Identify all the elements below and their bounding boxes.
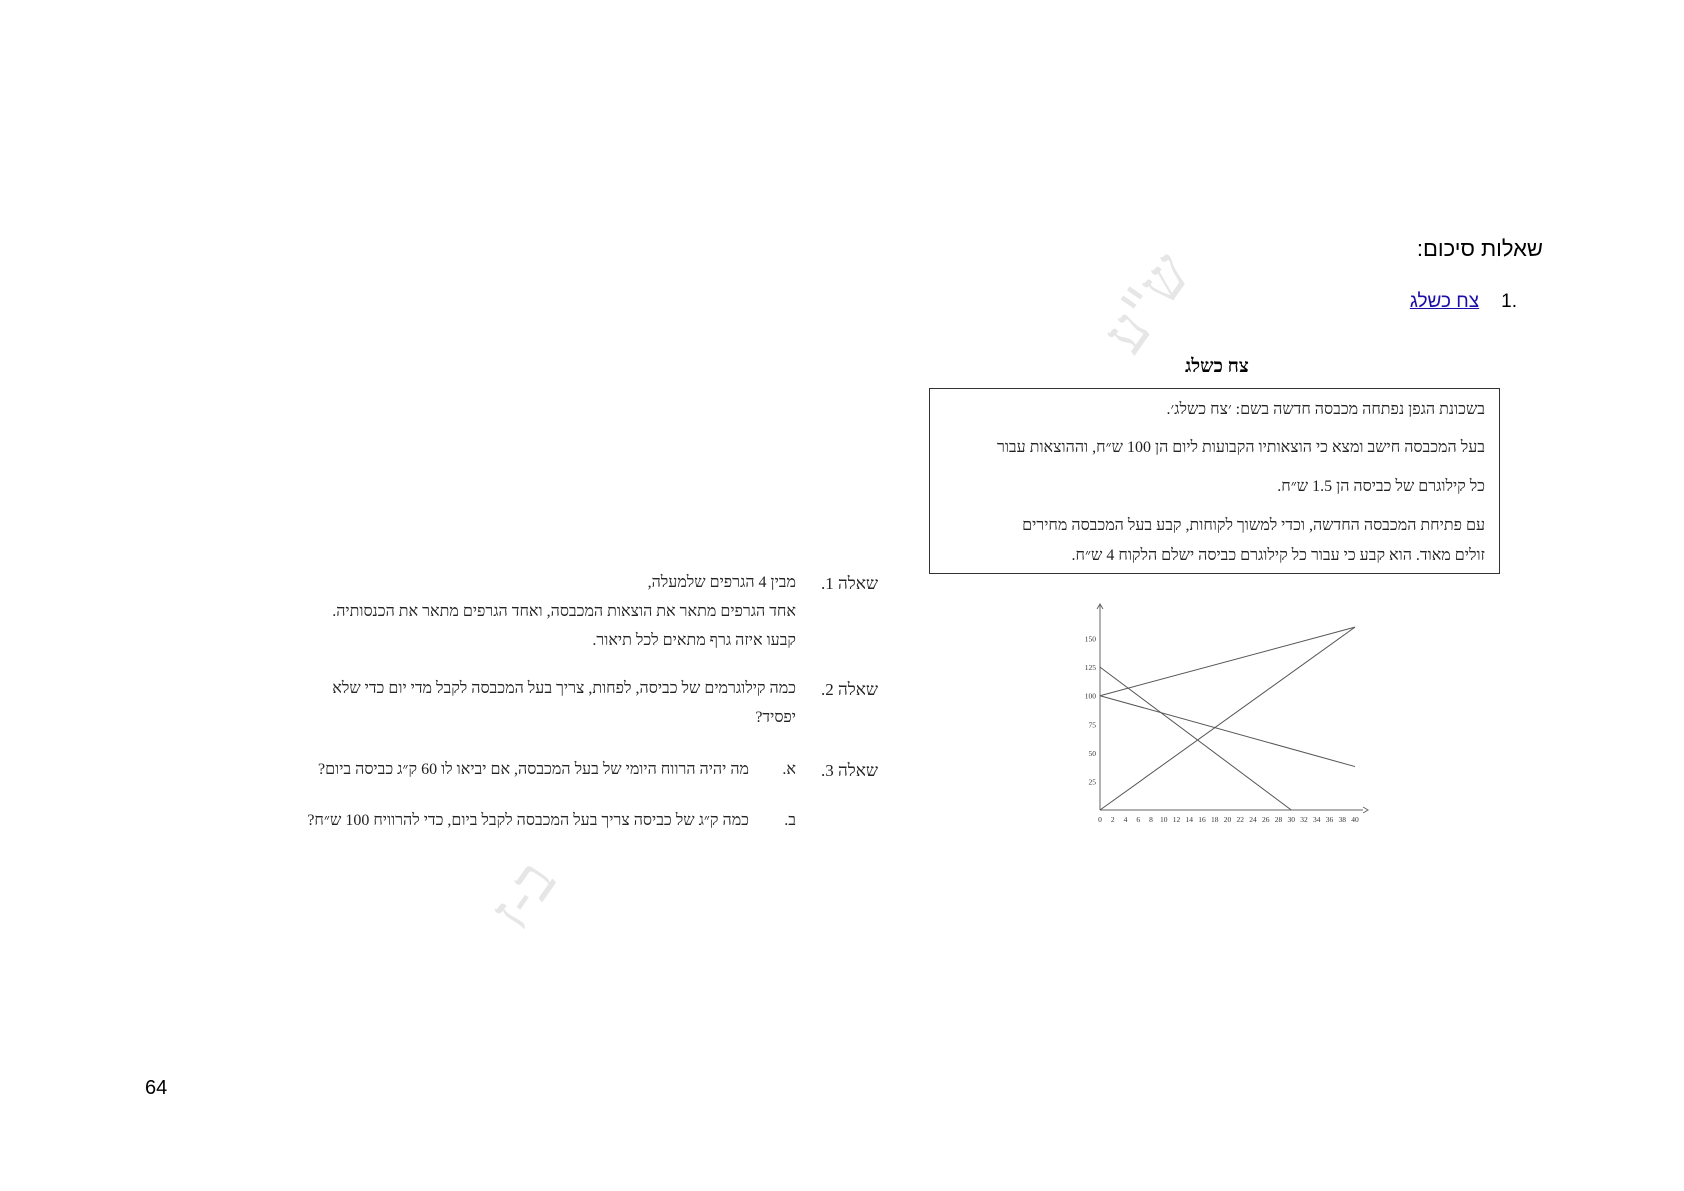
item-link[interactable]: צח כשלג (1409, 291, 1480, 312)
story-line: בשכונת הגפן נפתחה מכבסה חדשה בשם: ׳צח כשלג׳. (1166, 401, 1485, 418)
x-tick-label: 34 (1313, 815, 1321, 824)
x-tick-label: 10 (1160, 815, 1168, 824)
question-3a-label: א. (782, 761, 796, 778)
x-tick-label: 16 (1198, 815, 1206, 824)
x-tick-label: 36 (1325, 815, 1334, 824)
y-tick-label: 125 (1084, 663, 1096, 673)
story-box (929, 388, 1500, 574)
box-title: צח כשלג (1185, 356, 1249, 377)
watermark: ש"ע (1088, 240, 1206, 366)
x-axis-arrow (1363, 807, 1368, 813)
question-2-line: יפסיד? (755, 709, 796, 726)
x-tick-label: 32 (1300, 815, 1308, 824)
question-3a-text: מה יהיה הרווח היומי של בעל המכבסה, אם יביאו לו 60 ק״ג כביסה ביום? (318, 761, 749, 778)
question-2-label: שאלה 2. (821, 680, 878, 699)
story-line: בעל המכבסה חישב ומצא כי הוצאותיו הקבועות ליום הן 100 ש״ח, וההוצאות עבור (996, 439, 1485, 456)
x-tick-label: 26 (1262, 815, 1270, 824)
question-1-line: קבעו איזה גרף מתאים לכל תיאור. (592, 632, 796, 649)
x-tick-label: 24 (1249, 815, 1257, 824)
question-1-label: שאלה 1. (821, 574, 878, 593)
x-tick-label: 30 (1287, 815, 1295, 824)
x-tick-label: 40 (1351, 815, 1359, 824)
story-line: כל קילוגרם של כביסה הן 1.5 ש״ח. (1277, 478, 1485, 495)
x-tick-label: 28 (1274, 815, 1283, 824)
question-3b-text: כמה ק״ג של כביסה צריך בעל המכבסה לקבל ביום, כדי להרוויח 100 ש״ח? (307, 812, 749, 829)
section-heading: שאלות סיכום: (1416, 236, 1543, 261)
series-line-4 (1100, 696, 1355, 767)
item-number: .1 (1501, 291, 1517, 312)
y-tick-label: 100 (1084, 691, 1096, 701)
item-1 (1410, 291, 1517, 313)
series-line-3 (1100, 667, 1291, 810)
x-tick-label: 0 (1098, 815, 1102, 824)
story-line: זולים מאוד. הוא קבע כי עבור כל קילוגרם כביסה ישלם הלקוח 4 ש״ח. (1071, 547, 1485, 564)
y-tick-label: 75 (1088, 720, 1096, 730)
x-tick-label: 20 (1223, 815, 1232, 824)
question-3-label: שאלה 3. (821, 761, 878, 780)
question-2-line: כמה קילוגרמים של כביסה, לפחות, צריך בעל המכבסה לקבל מדי יום כדי שלא (332, 680, 796, 697)
question-3b-label: ב. (784, 812, 796, 829)
x-tick-label: 14 (1185, 815, 1193, 824)
story-line: עם פתיחת המכבסה החדשה, וכדי למשוך לקוחות, קבע בעל המכבסה מחירים (1022, 517, 1485, 534)
x-tick-label: 8 (1149, 815, 1153, 824)
x-tick-label: 22 (1236, 815, 1244, 824)
series-line-1 (1100, 627, 1355, 696)
x-tick-label: 4 (1123, 815, 1128, 824)
x-tick-label: 38 (1338, 815, 1346, 824)
page-number: 64 (145, 1077, 168, 1099)
x-tick-label: 2 (1110, 815, 1115, 824)
x-tick-label: 6 (1136, 815, 1141, 824)
watermark: ב-ז (475, 847, 571, 943)
y-tick-label: 150 (1084, 634, 1096, 644)
y-tick-label: 50 (1088, 748, 1096, 758)
question-1-line: מבין 4 הגרפים שלמעלה, (647, 574, 796, 591)
x-tick-label: 12 (1172, 815, 1181, 824)
series-line-2 (1100, 627, 1355, 810)
question-1-line: אחד הגרפים מתאר את הוצאות המכבסה, ואחד הגרפים מתאר את הכנסותיה. (332, 603, 796, 620)
line-chart (1070, 595, 1370, 835)
x-tick-label: 18 (1211, 815, 1219, 824)
y-tick-label: 25 (1088, 777, 1096, 787)
